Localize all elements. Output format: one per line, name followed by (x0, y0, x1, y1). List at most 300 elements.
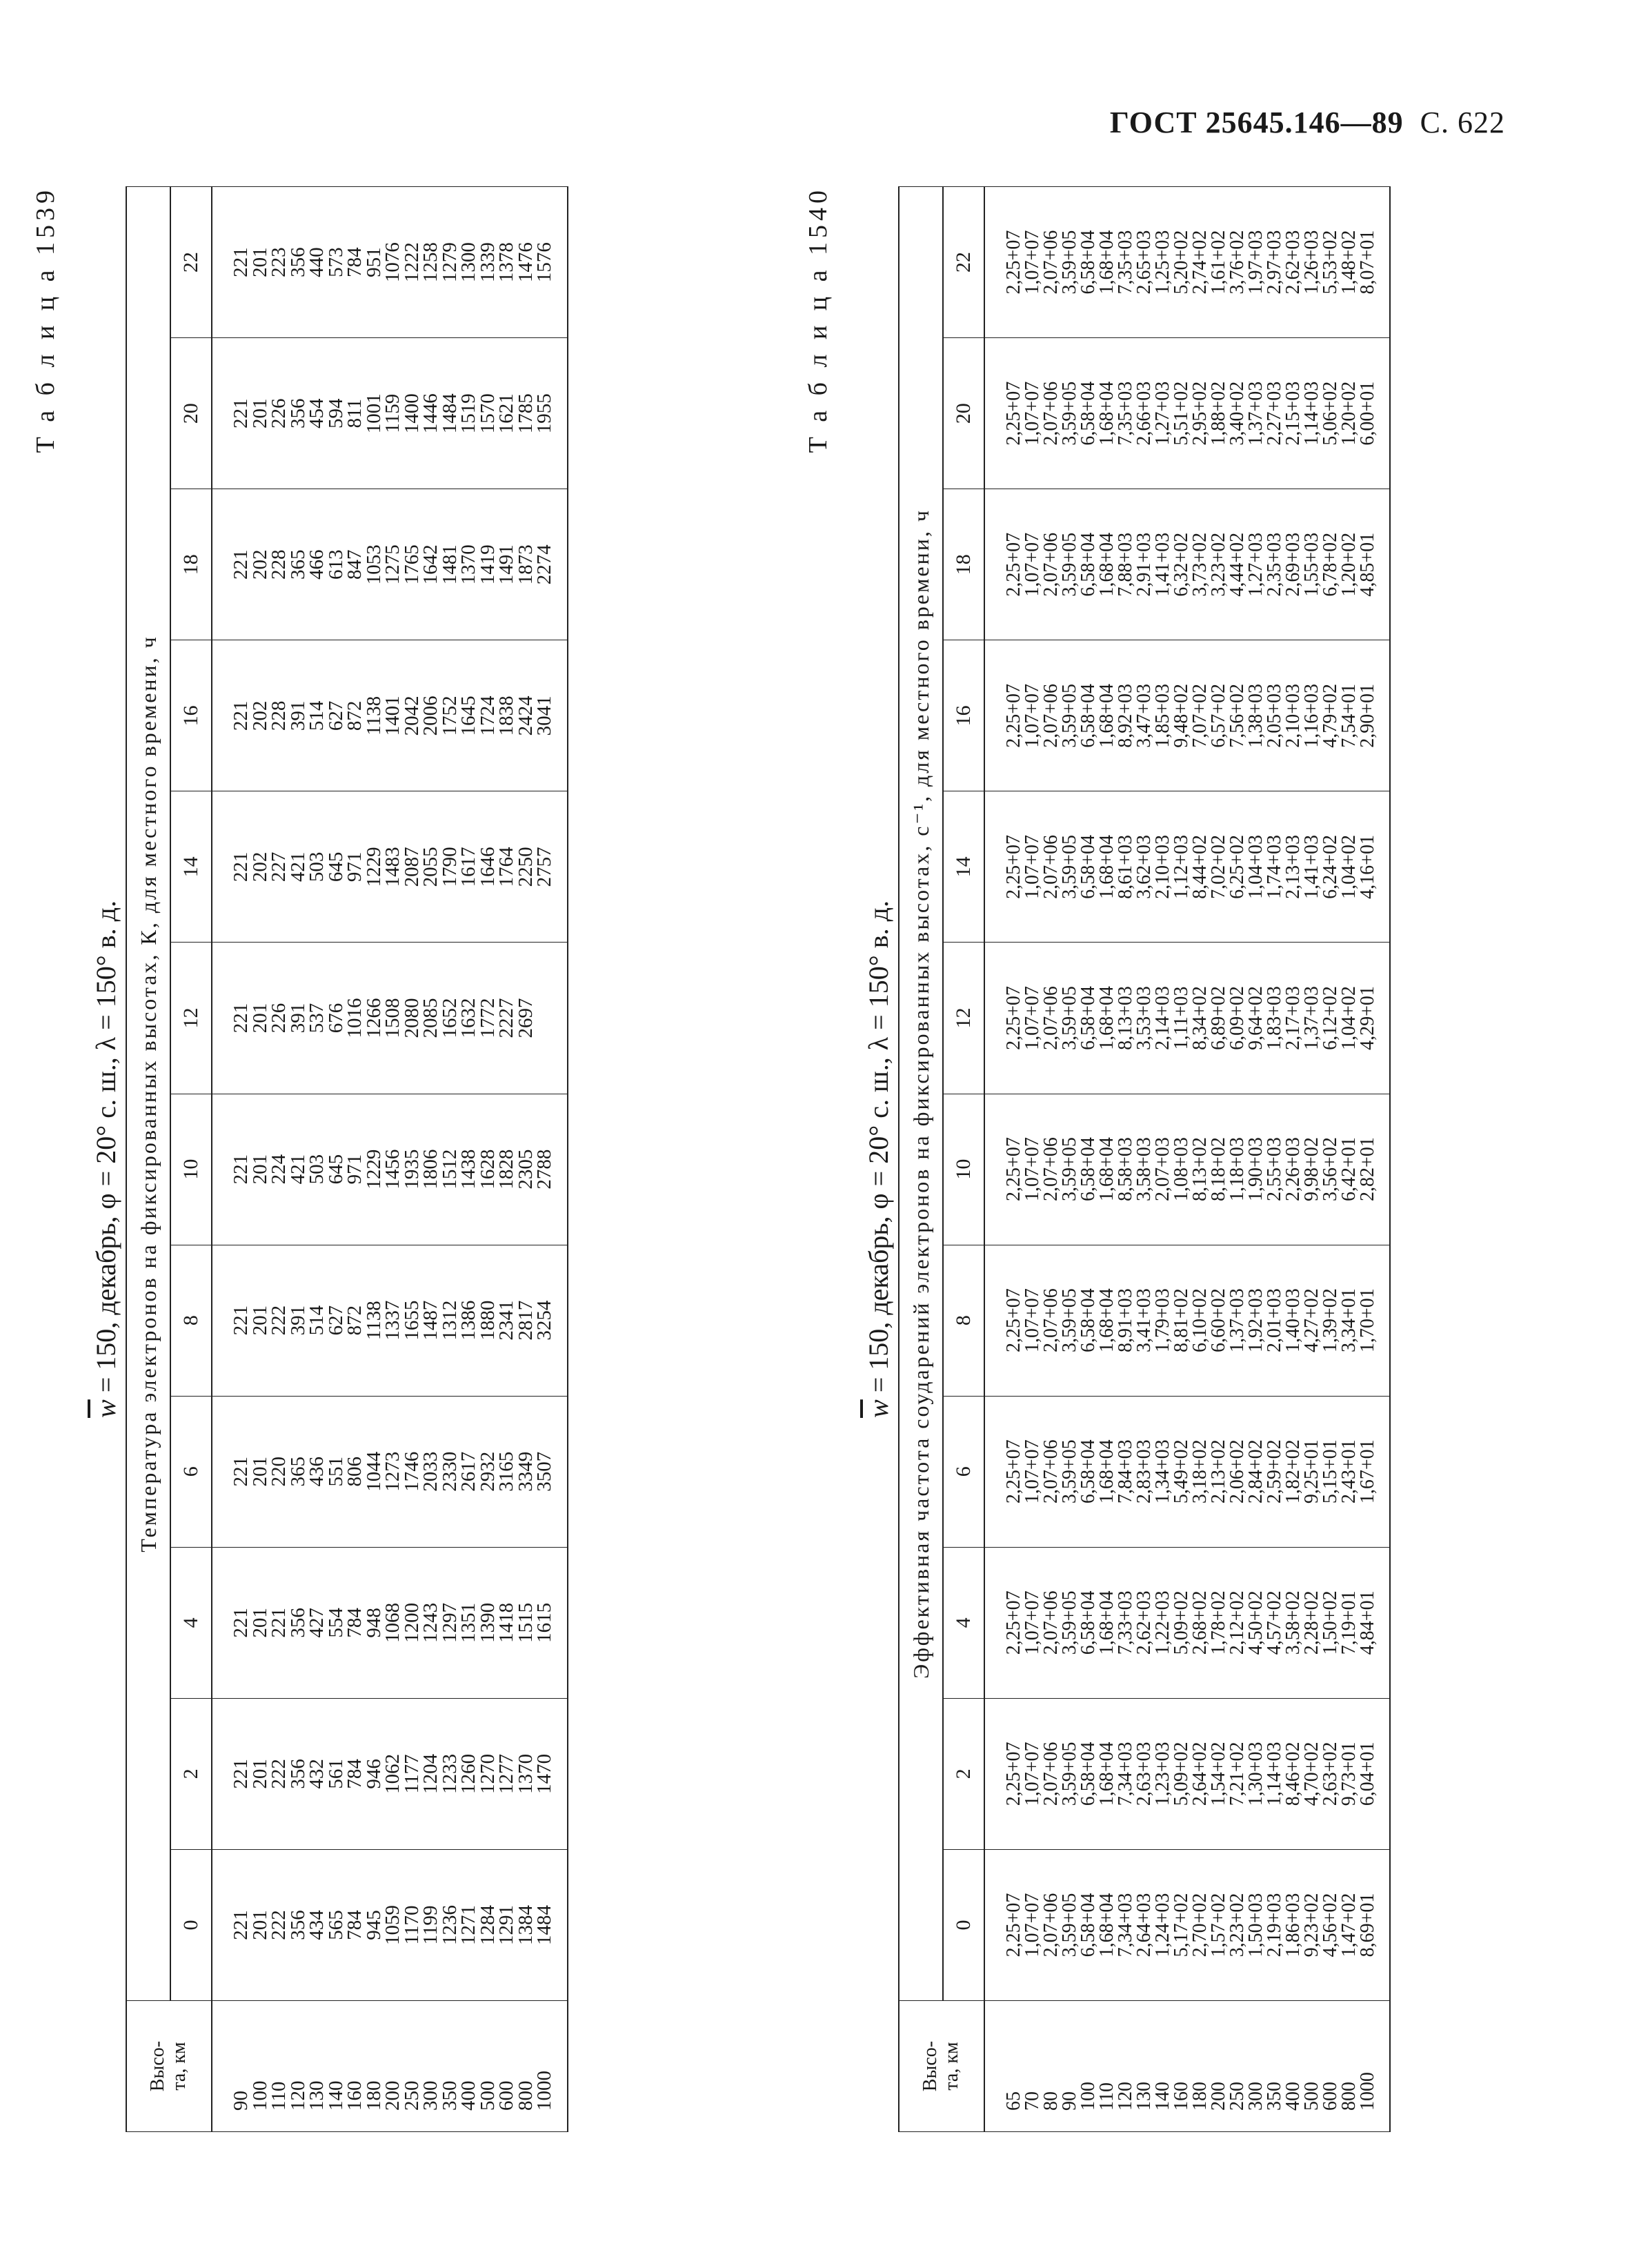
table-cell: 1,07+07 (1022, 381, 1043, 446)
table-cell: 1,14+03 (1264, 1742, 1285, 1806)
table-cell: 503 (306, 851, 328, 882)
table-cell: 440 (306, 247, 328, 277)
height-column-header: Высо- та, км (126, 2001, 212, 2132)
table-cell: 4,44+02 (1226, 532, 1248, 597)
table-cell: 1138 (362, 1301, 385, 1341)
table-cell: 201 (248, 247, 271, 277)
table-cell: 1266 (362, 998, 385, 1038)
table-cell: 1199 (419, 1905, 441, 1945)
table-cell: 3041 (533, 696, 555, 736)
table-cell: 2006 (419, 696, 441, 736)
table-cell: 1076 (381, 242, 404, 283)
height-value: 180 (1189, 2082, 1211, 2111)
table-cell: 3,59+05 (1059, 835, 1080, 899)
table-cell: 2,25+07 (1003, 1439, 1024, 1504)
table-cell: 1764 (495, 847, 517, 887)
table-cell: 7,19+01 (1338, 1590, 1360, 1655)
table-cell: 1,26+03 (1301, 230, 1322, 295)
table-cell: 2,90+01 (1357, 683, 1378, 748)
table-cell: 1,68+04 (1096, 1893, 1117, 1958)
table-cell: 201 (248, 1608, 271, 1638)
table-cell: 221 (230, 1154, 252, 1185)
height-value: 400 (1282, 2082, 1304, 2111)
table-cell: 1487 (419, 1300, 441, 1341)
table-cell: 4,70+02 (1301, 1742, 1322, 1806)
time-column-header: 16 (170, 640, 212, 791)
table-cell: 2,74+02 (1189, 230, 1211, 295)
table-cell: 356 (286, 247, 309, 277)
table-cell: 2,07+06 (1040, 532, 1062, 597)
value-column (212, 943, 568, 1094)
table-cell: 1,79+03 (1152, 1288, 1173, 1353)
table-cell: 2,25+07 (1003, 835, 1024, 899)
table-cell: 221 (230, 1003, 252, 1034)
table-cell: 7,34+03 (1115, 1893, 1136, 1958)
table-cell: 1,55+03 (1301, 532, 1322, 597)
value-column (984, 187, 1390, 338)
table-cell: 221 (230, 247, 252, 277)
table-cell: 7,88+03 (1115, 532, 1136, 597)
table-cell: 2817 (514, 1300, 537, 1341)
table-cell: 2617 (457, 1451, 479, 1492)
table-cell: 784 (344, 1910, 366, 1940)
table-cell: 6,58+04 (1077, 683, 1099, 748)
table-cell: 946 (362, 1759, 385, 1789)
table-cell: 1570 (476, 393, 499, 434)
table-cell: 365 (286, 549, 309, 580)
table-cell: 228 (268, 700, 290, 731)
table-cell: 6,58+04 (1077, 1288, 1099, 1353)
value-column (984, 640, 1390, 791)
time-column-header: 18 (943, 489, 984, 640)
time-column-header: 6 (170, 1396, 212, 1547)
table-cell: 2,06+02 (1226, 1439, 1248, 1504)
table-cell: 3,76+02 (1226, 230, 1248, 295)
table-cell: 2788 (533, 1149, 555, 1190)
table-cell: 1724 (476, 696, 499, 736)
table-cell: 1470 (533, 1753, 555, 1794)
table-cell: 221 (230, 700, 252, 731)
table-cell: 2,62+03 (1282, 230, 1304, 295)
table-cell: 1481 (438, 544, 461, 585)
table-cell: 6,57+02 (1208, 683, 1229, 748)
table-cell: 1370 (514, 1753, 537, 1794)
table-cell: 2,25+07 (1003, 532, 1024, 597)
table-cell: 9,25+01 (1301, 1439, 1322, 1504)
value-column (984, 1396, 1390, 1547)
table-cell: 1828 (495, 1149, 517, 1190)
height-value: 130 (306, 2080, 328, 2111)
time-column-header: 6 (943, 1396, 984, 1547)
table-cell: 3,56+02 (1320, 1137, 1341, 1201)
table-cell: 5,09+02 (1171, 1590, 1192, 1655)
time-column-header: 2 (943, 1698, 984, 1849)
table-cell: 1,07+07 (1022, 532, 1043, 597)
value-column (212, 1396, 568, 1547)
table-cell: 221 (268, 1608, 290, 1638)
table-cell: 7,35+03 (1115, 230, 1136, 295)
table-cell: 1,37+03 (1301, 986, 1322, 1050)
table-cell: 434 (306, 1910, 328, 1940)
time-column-header: 4 (170, 1547, 212, 1698)
table-cell: 1,07+07 (1022, 1137, 1043, 1201)
table-cell: 1,82+02 (1282, 1439, 1304, 1504)
table-cell: 7,84+03 (1115, 1439, 1136, 1504)
table-cell: 1001 (362, 393, 385, 434)
table-cell: 1277 (495, 1753, 517, 1794)
table-cell: 2,27+03 (1264, 381, 1285, 446)
table-cell: 1,68+04 (1096, 1439, 1117, 1504)
table-cell: 1,04+02 (1338, 835, 1360, 899)
value-column (212, 791, 568, 943)
time-column-header: 14 (170, 791, 212, 943)
table-cell: 2,62+03 (1133, 1590, 1155, 1655)
table-cell: 2,64+03 (1133, 1893, 1155, 1958)
table-cell: 2424 (514, 696, 537, 736)
table-cell: 1,07+07 (1022, 835, 1043, 899)
table-cell: 9,64+02 (1245, 986, 1266, 1050)
table-cell: 1655 (400, 1300, 423, 1341)
table-cell: 1177 (400, 1754, 423, 1794)
table-cell: 2227 (495, 998, 517, 1038)
table-cell: 1438 (457, 1149, 479, 1190)
table-cell: 3,58+03 (1133, 1137, 1155, 1201)
table-cell: 1016 (344, 998, 366, 1038)
table-cell: 1,04+03 (1245, 835, 1266, 899)
table-cell: 1765 (400, 544, 423, 585)
table-cell: 1229 (362, 847, 385, 887)
caption-text: = 150, декабрь, φ = 20° с. ш., λ = 150° в. д. (863, 900, 894, 1400)
table-cell: 466 (306, 549, 328, 580)
table-cell: 1621 (495, 393, 517, 434)
table-cell: 3,41+03 (1133, 1288, 1155, 1353)
height-column-header: Высо- та, км (899, 2001, 984, 2132)
table-cell: 5,20+02 (1171, 230, 1192, 295)
table-cell: 2,07+06 (1040, 1742, 1062, 1806)
table-cell: 561 (324, 1759, 347, 1789)
table-cell: 228 (268, 549, 290, 580)
table-cell: 1,78+02 (1208, 1590, 1229, 1655)
table-cell: 3,73+02 (1189, 532, 1211, 597)
table-cell: 6,24+02 (1320, 835, 1341, 899)
table-cell: 2,01+03 (1264, 1288, 1285, 1353)
table-cell: 1576 (533, 242, 555, 283)
table-cell: 1,90+03 (1245, 1137, 1266, 1201)
table-cell: 1059 (381, 1904, 404, 1945)
table-cell: 1746 (400, 1451, 423, 1492)
table-cell: 1,39+02 (1320, 1288, 1341, 1353)
table-cell: 645 (324, 851, 347, 882)
table-cell: 1337 (381, 1300, 404, 1341)
height-value: 800 (514, 2080, 537, 2111)
table-cell: 1,97+03 (1245, 230, 1266, 295)
table-cell: 222 (268, 1910, 290, 1940)
value-column (984, 1245, 1390, 1396)
table-cell: 2,35+03 (1264, 532, 1285, 597)
table-cell: 1456 (381, 1149, 404, 1190)
height-value: 160 (1171, 2082, 1192, 2111)
table-cell: 2,07+06 (1040, 1893, 1062, 1958)
table-cell: 201 (248, 1759, 271, 1789)
table-cell: 221 (230, 1305, 252, 1336)
table-cell: 503 (306, 1154, 328, 1185)
table-1540-block (804, 186, 1621, 2132)
table-cell: 6,58+04 (1077, 230, 1099, 295)
table-cell: 1,07+07 (1022, 1893, 1043, 1958)
table-cell: 2,84+02 (1245, 1439, 1266, 1504)
table-cell: 8,44+02 (1189, 835, 1211, 899)
table-cell: 221 (230, 1759, 252, 1789)
table-cell: 2,25+07 (1003, 1137, 1024, 1201)
table-cell: 1,68+04 (1096, 1288, 1117, 1353)
table-cell: 784 (344, 247, 366, 277)
table-cell: 2305 (514, 1149, 537, 1190)
table-cell: 1512 (438, 1149, 461, 1190)
table-cell: 1615 (533, 1602, 555, 1643)
table-cell: 356 (286, 1759, 309, 1789)
table-cell: 6,58+04 (1077, 1742, 1099, 1806)
table-cell: 2,83+03 (1133, 1439, 1155, 1504)
table-cell: 421 (286, 1154, 309, 1185)
time-column-header: 2 (170, 1698, 212, 1849)
table-cell: 3,53+03 (1133, 986, 1155, 1050)
table-cell: 806 (344, 1456, 366, 1487)
height-value: 180 (362, 2080, 385, 2111)
table-cell: 221 (230, 1608, 252, 1638)
table-cell: 3,59+05 (1059, 1742, 1080, 1806)
table-cell: 1,38+03 (1245, 683, 1266, 748)
table-cell: 1645 (457, 696, 479, 736)
table-cell: 1,68+04 (1096, 1742, 1117, 1806)
table-cell: 7,33+03 (1115, 1590, 1136, 1655)
table-cell: 1,50+03 (1245, 1893, 1266, 1958)
table-cell: 1,30+03 (1245, 1742, 1266, 1806)
table-cell: 4,84+01 (1357, 1590, 1378, 1655)
value-column (984, 1547, 1390, 1698)
table-cell: 4,57+02 (1264, 1590, 1285, 1655)
table-cell: 7,21+02 (1226, 1742, 1248, 1806)
height-value: 350 (438, 2080, 461, 2111)
table-cell: 1880 (476, 1300, 499, 1341)
table-cell: 1484 (533, 1904, 555, 1945)
table-cell: 3349 (514, 1451, 537, 1492)
table-cell: 6,25+02 (1226, 835, 1248, 899)
table-cell: 1,08+03 (1171, 1137, 1192, 1201)
table-cell: 4,79+02 (1320, 683, 1341, 748)
table-cell: 971 (344, 851, 366, 882)
table-cell: 8,58+03 (1115, 1137, 1136, 1201)
table-cell: 1,86+03 (1282, 1893, 1304, 1958)
data-table (898, 186, 1391, 2132)
table-cell: 627 (324, 1305, 347, 1336)
page-number: С. 622 (1420, 106, 1505, 139)
table-cell: 8,91+03 (1115, 1288, 1136, 1353)
table-label: Т а б л и ц а 1539 (31, 186, 60, 453)
table-cell: 5,17+02 (1171, 1893, 1192, 1958)
table-cell: 2330 (438, 1451, 461, 1492)
table-cell: 1378 (495, 242, 517, 283)
value-column (984, 489, 1390, 640)
table-cell: 3,59+05 (1059, 1439, 1080, 1504)
table-cell: 6,58+04 (1077, 381, 1099, 446)
table-cell: 1062 (381, 1753, 404, 1794)
table-cell: 226 (268, 1003, 290, 1034)
table-cell: 627 (324, 700, 347, 731)
table-cell: 226 (268, 398, 290, 428)
table-cell: 1,40+03 (1282, 1288, 1304, 1353)
table-cell: 3,59+05 (1059, 1893, 1080, 1958)
table-cell: 554 (324, 1608, 347, 1638)
table-cell: 2087 (400, 847, 423, 887)
table-cell: 2,59+02 (1264, 1439, 1285, 1504)
table-cell: 6,12+02 (1320, 986, 1341, 1050)
table-cell: 2085 (419, 998, 441, 1038)
table-cell: 1273 (381, 1451, 404, 1492)
table-cell: 1,07+07 (1022, 1742, 1043, 1806)
table-cell: 5,15+01 (1320, 1439, 1341, 1504)
table-cell: 2,66+03 (1133, 381, 1155, 446)
table-cell: 811 (344, 398, 366, 428)
super-header: Температура электронов на фиксированных высотах, К, для местного времени, ч (126, 187, 170, 2001)
height-value: 800 (1338, 2082, 1360, 2111)
height-value: 250 (1226, 2082, 1248, 2111)
table-cell: 4,16+01 (1357, 835, 1378, 899)
table-cell: 2,55+03 (1264, 1137, 1285, 1201)
height-value: 300 (1245, 2082, 1266, 2111)
table-cell: 1515 (514, 1602, 537, 1643)
table-cell: 3,59+05 (1059, 230, 1080, 295)
table-cell: 951 (362, 247, 385, 277)
table-cell: 1,83+03 (1264, 986, 1285, 1050)
value-column (984, 1698, 1390, 1849)
table-cell: 1,14+03 (1301, 381, 1322, 446)
table-cell: 6,42+01 (1338, 1137, 1360, 1201)
table-cell: 2,07+06 (1040, 1137, 1062, 1201)
time-column-header: 10 (170, 1094, 212, 1245)
table-cell: 3,59+05 (1059, 683, 1080, 748)
table-cell: 3,23+02 (1226, 1893, 1248, 1958)
table-caption (90, 186, 122, 2132)
table-cell: 8,34+02 (1189, 986, 1211, 1050)
table-cell: 4,27+02 (1301, 1288, 1322, 1353)
table-cell: 1,27+03 (1245, 532, 1266, 597)
table-cell: 1170 (400, 1905, 423, 1945)
table-cell: 1386 (457, 1300, 479, 1341)
table-cell: 2,07+06 (1040, 230, 1062, 295)
table-cell: 1419 (476, 544, 499, 585)
value-column (984, 338, 1390, 489)
table-cell: 5,06+02 (1320, 381, 1341, 446)
time-column-header: 0 (170, 1849, 212, 2000)
table-cell: 1,92+03 (1245, 1288, 1266, 1353)
table-cell: 202 (248, 700, 271, 731)
value-column (212, 1698, 568, 1849)
table-cell: 6,58+04 (1077, 835, 1099, 899)
table-cell: 356 (286, 1910, 309, 1940)
table-cell: 6,60+02 (1208, 1288, 1229, 1353)
table-cell: 1204 (419, 1753, 441, 1794)
table-cell: 8,07+01 (1357, 230, 1378, 295)
table-cell: 948 (362, 1608, 385, 1638)
table-cell: 201 (248, 1305, 271, 1336)
table-cell: 1401 (381, 696, 404, 736)
table-cell: 1,68+04 (1096, 835, 1117, 899)
height-value: 250 (400, 2080, 423, 2111)
table-cell: 3,58+02 (1282, 1590, 1304, 1655)
table-cell: 2,25+07 (1003, 230, 1024, 295)
table-cell: 1,50+02 (1320, 1590, 1341, 1655)
caption-text: = 150, декабрь, φ = 20° с. ш., λ = 150° в. д. (90, 900, 121, 1400)
value-column (212, 1094, 568, 1245)
table-cell: 2,68+02 (1189, 1590, 1211, 1655)
table-cell: 2,07+06 (1040, 835, 1062, 899)
table-cell: 1229 (362, 1149, 385, 1190)
table-caption (862, 186, 895, 2132)
time-column-header: 22 (943, 187, 984, 338)
table-cell: 3254 (533, 1300, 555, 1341)
table-cell: 1,88+02 (1208, 381, 1229, 446)
height-value: 100 (248, 2080, 271, 2111)
table-cell: 356 (286, 398, 309, 428)
table-cell: 224 (268, 1154, 290, 1185)
value-column (212, 187, 568, 338)
table-cell: 1200 (400, 1602, 423, 1643)
value-column (212, 640, 568, 791)
table-cell: 1159 (381, 393, 404, 433)
data-table (126, 186, 568, 2132)
table-cell: 1418 (495, 1602, 517, 1643)
table-cell: 201 (248, 1003, 271, 1034)
table-cell: 2042 (400, 696, 423, 736)
table-cell: 1632 (457, 998, 479, 1038)
table-cell: 784 (344, 1759, 366, 1789)
table-cell: 223 (268, 247, 290, 277)
table-cell: 7,56+02 (1226, 683, 1248, 748)
height-value: 200 (381, 2080, 404, 2111)
table-cell: 9,98+02 (1301, 1137, 1322, 1201)
table-cell: 2250 (514, 847, 537, 887)
table-cell: 2,63+02 (1320, 1742, 1341, 1806)
height-value: 1000 (533, 2071, 555, 2111)
table-cell: 2,95+02 (1189, 381, 1211, 446)
table-cell: 1,07+07 (1022, 230, 1043, 295)
table-cell: 3,23+02 (1208, 532, 1229, 597)
table-cell: 8,92+03 (1115, 683, 1136, 748)
table-cell: 3,59+05 (1059, 532, 1080, 597)
table-cell: 3,59+05 (1059, 1288, 1080, 1353)
height-value: 350 (1264, 2082, 1285, 2111)
table-cell: 2757 (533, 847, 555, 887)
table-cell: 1,68+04 (1096, 532, 1117, 597)
table-cell: 1508 (381, 998, 404, 1038)
table-cell: 436 (306, 1456, 328, 1487)
table-cell: 2,25+07 (1003, 986, 1024, 1050)
table-cell: 202 (248, 549, 271, 580)
table-cell: 676 (324, 1003, 347, 1034)
table-cell: 2,25+07 (1003, 1893, 1024, 1958)
table-cell: 1642 (419, 544, 441, 585)
table-cell: 2,07+06 (1040, 1590, 1062, 1655)
table-cell: 1,68+04 (1096, 230, 1117, 295)
table-cell: 1,24+03 (1152, 1893, 1173, 1958)
table-cell: 2,63+03 (1133, 1742, 1155, 1806)
time-column-header: 12 (943, 943, 984, 1094)
table-cell: 537 (306, 1003, 328, 1034)
table-cell: 1291 (495, 1904, 517, 1945)
time-column-header: 12 (170, 943, 212, 1094)
table-cell: 1519 (457, 393, 479, 434)
height-value: 90 (230, 2091, 252, 2111)
